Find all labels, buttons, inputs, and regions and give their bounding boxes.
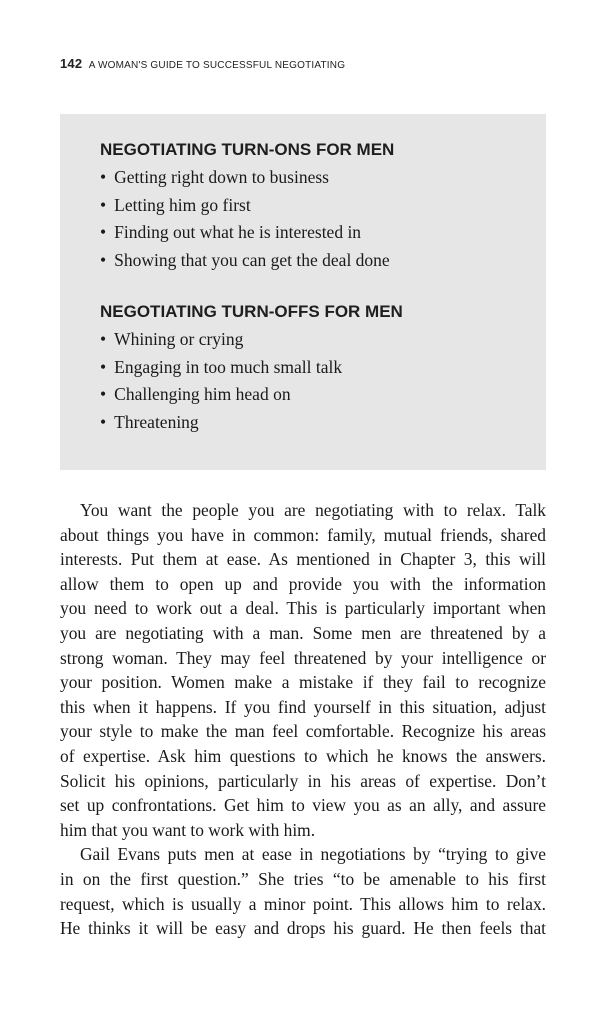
bullet-icon: • [100,411,107,432]
turn-ons-heading: NEGOTIATING TURN-ONS FOR MEN [100,140,395,159]
text-line: you need to work out a deal. This is particularly important when [60,598,546,619]
turn-ons-section [100,140,546,274]
text-line: strong woman. They may feel threatened by your intelligence or [60,647,546,668]
text-line: you are negotiating with a man. Some men are threatened by a [60,622,546,643]
bullet-icon: • [100,194,107,215]
text-line: of expertise. Ask him questions to which he knows the answers. [60,745,546,766]
list-item: • Finding out what he is interested in [100,222,362,242]
text-line: about things you have in common: family, mutual friends, shared [60,524,546,545]
text-line: interests. Put them at ease. As mentioned in Chapter 3, this will [60,549,546,570]
list-item: • Challenging him head on [100,384,291,404]
running-head [60,56,345,71]
bullet-icon: • [100,167,107,187]
text-line: in on the first question.” She tries “to be amenable to his first [60,868,546,889]
text-line: You want the people you are negotiating with to relax. Talk [80,500,546,520]
turn-offs-heading: NEGOTIATING TURN-OFFS FOR MEN [100,302,403,321]
bullet-icon: • [100,222,107,242]
turn-ons-list [100,164,546,274]
list-item: • Letting him go first [100,194,251,215]
list-item: • Engaging in too much small talk [100,356,343,377]
paragraph-1 [60,498,546,842]
text-line: Gail Evans puts men at ease in negotiations by “trying to give [80,844,546,865]
text-line: your position. Women make a mistake if they fail to recognize [60,672,546,693]
list-item: • Getting right down to business [100,167,329,187]
text-line: your style to make the man feel comfortable. Recognize his areas [60,721,546,742]
bullet-icon: • [100,356,107,377]
book-title: A WOMAN'S GUIDE TO SUCCESSFUL NEGOTIATING [88,60,346,71]
text-line: this when it happens. If you find yourself in this situation, adjust [60,696,546,717]
turn-offs-list [100,326,546,436]
sidebar-box [60,114,546,470]
bullet-icon: • [100,249,107,270]
list-item: • Whining or crying [100,329,244,349]
list-item: • Threatening [100,411,199,432]
turn-offs-section [100,302,546,436]
text-line: allow them to open up and provide you with the information [60,573,546,594]
body-text [60,498,546,941]
text-line: him that you want to work with him. [60,819,316,840]
text-line: He thinks it will be easy and drops his guard. He then feels that [60,918,546,939]
text-line: Solicit his opinions, particularly in his areas of expertise. Don’t [60,770,546,791]
bullet-icon: • [100,384,107,404]
page-number: 142 [60,56,83,71]
text-line: set up confrontations. Get him to view you as an ally, and assure [60,795,546,816]
text-line: request, which is usually a minor point. This allows him to relax. [60,893,546,914]
bullet-icon: • [100,329,107,349]
paragraph-2 [60,842,546,940]
list-item: • Showing that you can get the deal done [100,249,390,270]
